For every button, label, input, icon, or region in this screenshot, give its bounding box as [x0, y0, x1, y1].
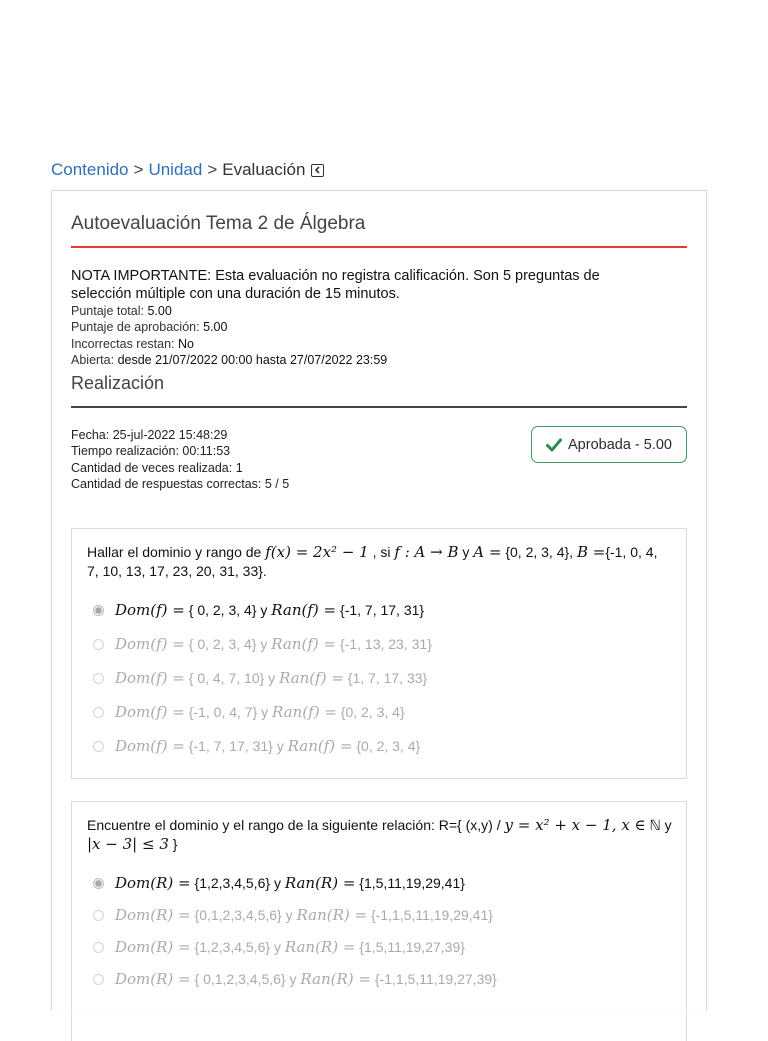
answer-option[interactable]: Dom(R) = {1,2,3,4,5,6} y Ran(R) = {1,5,11,19,29,41} [93, 874, 465, 892]
breadcrumb-unidad[interactable]: Unidad [148, 160, 203, 179]
breadcrumb-contenido[interactable]: Contenido [51, 160, 129, 179]
meta-row: Cantidad de respuestas correctas: 5 / 5 [71, 476, 290, 491]
breadcrumb-current: Evaluación [222, 160, 306, 179]
radio-button-selected[interactable] [93, 878, 104, 889]
radio-button[interactable] [93, 673, 104, 684]
radio-button[interactable] [93, 639, 104, 650]
evaluation-meta [71, 303, 387, 368]
answer-option[interactable]: Dom(f) = {-1, 7, 17, 31} y Ran(f) = {0, 2, 3, 4} [93, 737, 420, 755]
question-text: Encuentre el dominio y el rango de la siguiente relación: R={ (x,y) / y = x² + x − 1, x ∈ ℕ y |x − 3| ≤ 3 } [87, 816, 672, 853]
section-divider [71, 406, 687, 408]
breadcrumb [51, 160, 324, 180]
page-title: Autoevaluación Tema 2 de Álgebra [71, 213, 366, 234]
title-divider [71, 246, 687, 248]
status-badge-label: Aprobada - 5.00 [568, 436, 672, 453]
collapse-left-icon[interactable] [311, 164, 324, 177]
radio-button[interactable] [93, 707, 104, 718]
answer-option[interactable]: Dom(f) = { 0, 2, 3, 4} y Ran(f) = {-1, 7, 17, 31} [93, 601, 424, 619]
radio-button[interactable] [93, 910, 104, 921]
meta-row: Fecha: 25-jul-2022 15:48:29 [71, 428, 228, 442]
meta-row: Incorrectas restan: No [71, 336, 194, 351]
answer-option[interactable]: Dom(f) = { 0, 2, 3, 4} y Ran(f) = {-1, 13, 23, 31} [93, 635, 432, 653]
answer-option[interactable]: Dom(f) = { 0, 4, 7, 10} y Ran(f) = {1, 7, 17, 33} [93, 669, 427, 687]
radio-button[interactable] [93, 942, 104, 953]
attempt-meta [71, 427, 289, 492]
answer-option[interactable]: Dom(f) = {-1, 0, 4, 7} y Ran(f) = {0, 2, 3, 4} [93, 703, 405, 721]
answer-option[interactable]: Dom(R) = { 0,1,2,3,4,5,6} y Ran(R) = {-1,1,5,11,19,27,39} [93, 970, 497, 988]
status-badge [531, 426, 687, 463]
meta-row: Tiempo realización: 00:11:53 [71, 444, 231, 459]
evaluation-card [51, 190, 707, 1010]
radio-button[interactable] [93, 974, 104, 985]
question-text: Hallar el dominio y rango de f(x) = 2x² − 1 , si f : A → B y A = {0, 2, 3, 4}, B ={-1, 0, 4, 7, 10, 13, 17, 23, 20, 31, 33}. [87, 543, 658, 579]
question-2 [71, 801, 687, 1041]
breadcrumb-separator: > [133, 160, 144, 179]
meta-row: Cantidad de veces realizada: 1 [71, 460, 243, 475]
important-notice: NOTA IMPORTANTE: Esta evaluación no registra calificación. Son 5 preguntas de selección múltiple con una duración de 15 minutos. [71, 268, 600, 302]
answer-option[interactable]: Dom(R) = {1,2,3,4,5,6} y Ran(R) = {1,5,11,19,27,39} [93, 938, 465, 956]
meta-row: Abierta: desde 21/07/2022 00:00 hasta 27/07/2022 23:59 [71, 352, 388, 367]
radio-button-selected[interactable] [93, 605, 104, 616]
check-icon [546, 438, 562, 452]
section-title: Realización [71, 373, 165, 393]
breadcrumb-separator: > [207, 160, 218, 179]
question-1 [71, 528, 687, 779]
meta-row: Puntaje de aprobación: 5.00 [71, 320, 228, 335]
radio-button[interactable] [93, 741, 104, 752]
answer-option[interactable]: Dom(R) = {0,1,2,3,4,5,6} y Ran(R) = {-1,1,5,11,19,29,41} [93, 906, 493, 924]
meta-row: Puntaje total: 5.00 [71, 304, 172, 318]
